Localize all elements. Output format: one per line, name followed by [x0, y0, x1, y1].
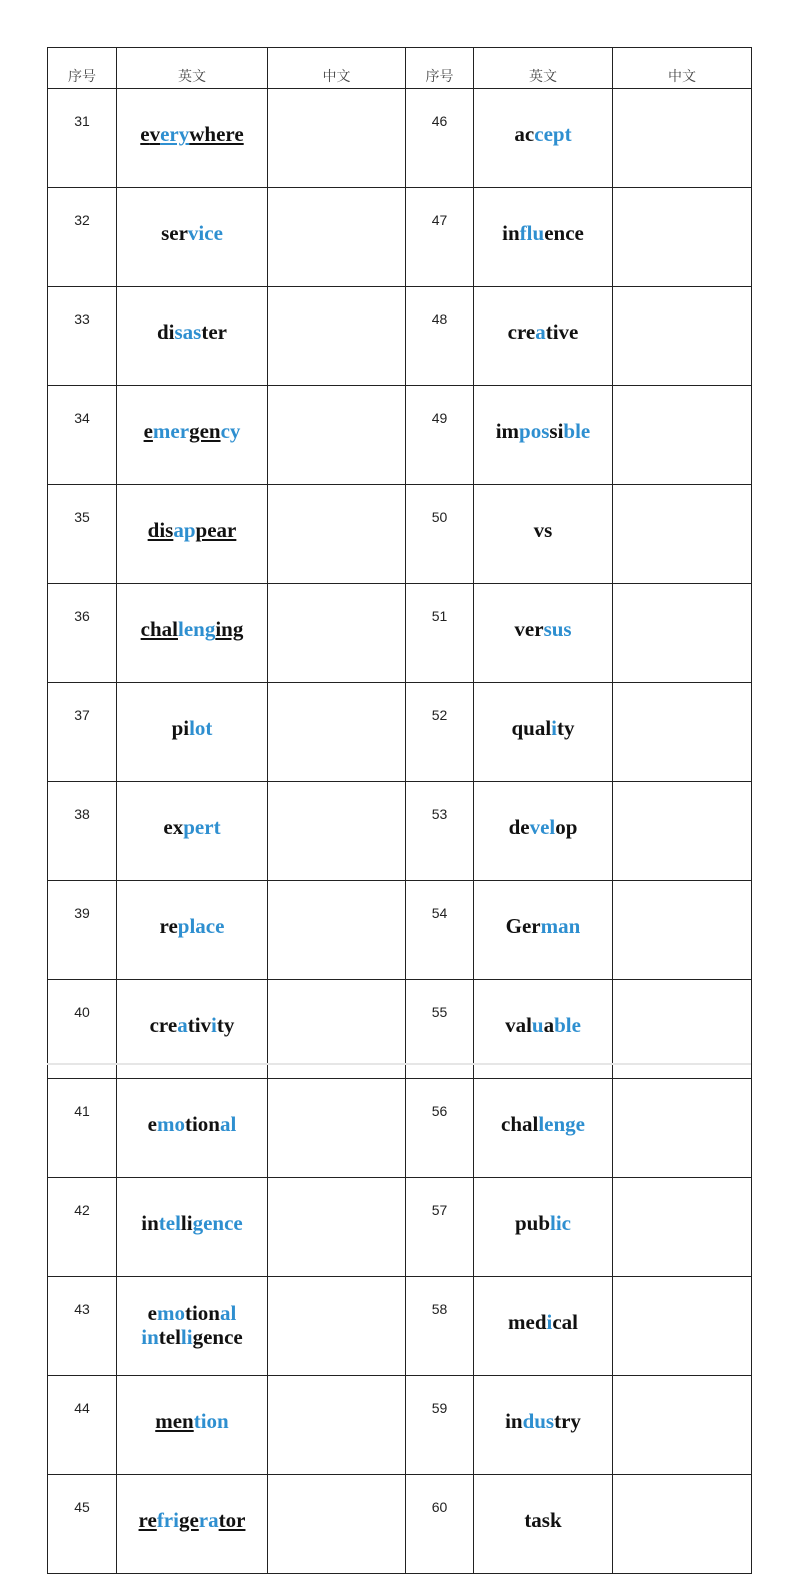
word-segment: cal — [552, 1310, 578, 1334]
word-segment: in — [141, 1211, 159, 1235]
word-segment: cept — [534, 122, 572, 146]
word-segment: im — [495, 419, 520, 443]
word-segment: gen — [189, 419, 221, 443]
chinese-answer-cell-right[interactable] — [613, 287, 752, 386]
word-segment: a — [535, 320, 546, 344]
word-segment: pear — [195, 518, 237, 542]
table-row — [48, 1178, 752, 1277]
word-segment: mo — [156, 1301, 185, 1325]
row-number-right: 60 — [406, 1475, 474, 1574]
table-row — [48, 287, 752, 386]
row-number-right: 49 — [406, 386, 474, 485]
header-number-right: 序号 — [406, 48, 474, 89]
chinese-answer-cell-left[interactable] — [268, 1376, 406, 1475]
header-number-left: 序号 — [48, 48, 117, 89]
chinese-answer-cell-right[interactable] — [613, 881, 752, 980]
word-segment: i — [211, 1013, 217, 1037]
row-number-left: 35 — [48, 485, 117, 584]
chinese-answer-cell-right[interactable] — [613, 386, 752, 485]
word-segment: dis — [147, 518, 174, 542]
word-segment: ex — [163, 815, 184, 839]
row-number-right: 57 — [406, 1178, 474, 1277]
row-number-left: 34 — [48, 386, 117, 485]
word-segment: e — [140, 122, 150, 146]
english-word-right — [474, 881, 613, 980]
english-word-right — [474, 1079, 613, 1178]
vocabulary-table — [47, 47, 752, 1574]
chinese-answer-cell-right[interactable] — [613, 89, 752, 188]
word-segment: tel — [158, 1325, 181, 1349]
word-segment: v — [149, 122, 161, 146]
english-word-left — [117, 1475, 268, 1574]
row-number-left: 41 — [48, 1079, 117, 1178]
table-row — [48, 1079, 752, 1178]
english-word-right — [474, 386, 613, 485]
word-segment: Ger — [505, 914, 541, 938]
word-segment: dus — [522, 1409, 555, 1433]
word-segment: li — [180, 1325, 193, 1349]
row-number-right: 59 — [406, 1376, 474, 1475]
row-number-left: 44 — [48, 1376, 117, 1475]
english-word-left — [117, 881, 268, 980]
word-segment: vice — [187, 221, 223, 245]
word-segment: man — [540, 914, 581, 938]
word-segment: ery — [160, 122, 190, 146]
chinese-answer-cell-right[interactable] — [613, 485, 752, 584]
english-word-left — [117, 584, 268, 683]
word-segment: i — [546, 1310, 553, 1334]
word-segment: pos — [519, 419, 550, 443]
chinese-answer-cell-right[interactable] — [613, 584, 752, 683]
table-row — [48, 188, 752, 287]
word-segment: pi — [171, 716, 190, 740]
word-segment: ence — [544, 221, 584, 245]
chinese-answer-cell-left[interactable] — [268, 584, 406, 683]
header-chinese-left: 中文 — [268, 48, 406, 89]
word-segment: tion — [184, 1112, 220, 1136]
word-segment: de — [508, 815, 530, 839]
english-word-left — [117, 188, 268, 287]
english-word-right — [474, 485, 613, 584]
row-number-left: 43 — [48, 1277, 117, 1376]
word-segment: pert — [183, 815, 221, 839]
english-word-left — [117, 485, 268, 584]
word-segment: task — [524, 1508, 562, 1532]
word-segment: where — [189, 122, 244, 146]
english-word-left — [117, 782, 268, 881]
english-word-left — [117, 287, 268, 386]
word-segment: a — [543, 1013, 555, 1037]
word-segment: chal — [501, 1112, 539, 1136]
english-word-left — [117, 1178, 268, 1277]
word-segment: qual — [511, 716, 552, 740]
vocabulary-body — [48, 89, 752, 1574]
word-segment: cy — [220, 419, 241, 443]
chinese-answer-cell-left[interactable] — [268, 881, 406, 980]
english-word-right — [474, 782, 613, 881]
word-segment: u — [531, 1013, 544, 1037]
word-segment: ter — [201, 320, 227, 344]
row-number-left: 38 — [48, 782, 117, 881]
english-word-right — [474, 683, 613, 782]
chinese-answer-cell-left[interactable] — [268, 1475, 406, 1574]
word-segment: try — [554, 1409, 581, 1433]
word-segment: tiv — [187, 1013, 212, 1037]
row-number-right: 52 — [406, 683, 474, 782]
chinese-answer-cell-right[interactable] — [613, 683, 752, 782]
word-segment: ser — [161, 221, 188, 245]
word-segment: lenge — [538, 1112, 585, 1136]
chinese-answer-cell-left[interactable] — [268, 1079, 406, 1178]
header-english-right: 英文 — [474, 48, 613, 89]
header-chinese-right: 中文 — [613, 48, 752, 89]
word-segment: ble — [554, 1013, 581, 1037]
word-segment: ty — [557, 716, 575, 740]
word-segment: e — [147, 1112, 157, 1136]
english-word-left — [117, 683, 268, 782]
english-word-right — [474, 287, 613, 386]
chinese-answer-cell-left[interactable] — [268, 683, 406, 782]
english-word-right — [474, 89, 613, 188]
row-number-right: 48 — [406, 287, 474, 386]
word-segment: li — [180, 1211, 193, 1235]
word-segment: lic — [550, 1211, 572, 1235]
english-word-right — [474, 1475, 613, 1574]
word-segment: med — [508, 1310, 547, 1334]
row-number-left: 42 — [48, 1178, 117, 1277]
row-number-right: 51 — [406, 584, 474, 683]
table-row — [48, 1277, 752, 1376]
word-segment: e — [147, 1301, 157, 1325]
word-segment: vs — [533, 518, 553, 542]
chinese-answer-cell-right[interactable] — [613, 1079, 752, 1178]
chinese-answer-cell-left[interactable] — [268, 782, 406, 881]
word-segment: leng — [177, 617, 216, 641]
chinese-answer-cell-left[interactable] — [268, 485, 406, 584]
word-segment: al — [220, 1112, 237, 1136]
word-segment: ing — [215, 617, 244, 641]
row-number-right: 54 — [406, 881, 474, 980]
word-segment: ble — [563, 419, 591, 443]
chinese-answer-cell-right[interactable] — [613, 188, 752, 287]
row-number-left: 40 — [48, 980, 117, 1079]
row-number-left: 36 — [48, 584, 117, 683]
word-segment: place — [177, 914, 225, 938]
word-segment: lot — [189, 716, 213, 740]
word-segment: tion — [184, 1301, 220, 1325]
english-word-left — [117, 1079, 268, 1178]
header-english-left: 英文 — [117, 48, 268, 89]
word-segment: tion — [193, 1409, 229, 1433]
word-segment: re — [138, 1508, 157, 1532]
word-segment: op — [555, 815, 578, 839]
english-word-right — [474, 1277, 613, 1376]
word-segment: tel — [158, 1211, 181, 1235]
word-segment: ac — [514, 122, 535, 146]
word-segment: in — [505, 1409, 523, 1433]
row-number-left: 31 — [48, 89, 117, 188]
word-segment: tor — [218, 1508, 246, 1532]
table-row — [48, 1376, 752, 1475]
word-segment: a — [177, 1013, 188, 1037]
english-word-right — [474, 1178, 613, 1277]
chinese-answer-cell-right[interactable] — [613, 1277, 752, 1376]
row-number-right: 53 — [406, 782, 474, 881]
chinese-answer-cell-left[interactable] — [268, 1178, 406, 1277]
row-number-left: 32 — [48, 188, 117, 287]
row-number-left: 39 — [48, 881, 117, 980]
word-segment: tive — [545, 320, 579, 344]
row-number-left: 45 — [48, 1475, 117, 1574]
word-segment: ge — [178, 1508, 199, 1532]
word-segment: al — [220, 1301, 237, 1325]
page-bottom-rule — [47, 1063, 751, 1065]
word-segment: in — [141, 1325, 159, 1349]
row-number-right: 58 — [406, 1277, 474, 1376]
chinese-answer-cell-left[interactable] — [268, 188, 406, 287]
word-segment: pub — [514, 1211, 551, 1235]
row-number-right: 50 — [406, 485, 474, 584]
word-segment: re — [159, 914, 178, 938]
table-row — [48, 782, 752, 881]
word-segment: mo — [156, 1112, 185, 1136]
word-segment: cre — [149, 1013, 178, 1037]
table-row — [48, 386, 752, 485]
table-row — [48, 485, 752, 584]
word-segment: di — [156, 320, 175, 344]
word-segment: vel — [529, 815, 556, 839]
word-segment: in — [502, 221, 520, 245]
chinese-answer-cell-right[interactable] — [613, 1376, 752, 1475]
table-row — [48, 1475, 752, 1574]
word-segment: fri — [156, 1508, 179, 1532]
english-word-left — [117, 386, 268, 485]
word-segment: ap — [173, 518, 196, 542]
word-segment: mer — [152, 419, 190, 443]
word-segment: cre — [507, 320, 536, 344]
word-segment: gence — [192, 1211, 243, 1235]
word-segment: flu — [519, 221, 545, 245]
english-word-left — [117, 1277, 268, 1376]
row-number-right: 56 — [406, 1079, 474, 1178]
header-row — [48, 48, 752, 89]
row-number-right: 46 — [406, 89, 474, 188]
row-number-right: 55 — [406, 980, 474, 1079]
word-segment: e — [143, 419, 153, 443]
table-row — [48, 881, 752, 980]
word-segment: sas — [174, 320, 202, 344]
english-word-left — [117, 1376, 268, 1475]
word-segment: men — [155, 1409, 194, 1433]
word-segment: ra — [198, 1508, 219, 1532]
word-segment: chal — [140, 617, 178, 641]
word-segment: ty — [216, 1013, 235, 1037]
chinese-answer-cell-right[interactable] — [613, 1475, 752, 1574]
row-number-left: 33 — [48, 287, 117, 386]
chinese-answer-cell-right[interactable] — [613, 1178, 752, 1277]
english-word-right — [474, 188, 613, 287]
word-segment: gence — [192, 1325, 243, 1349]
chinese-answer-cell-left[interactable] — [268, 386, 406, 485]
english-word-right — [474, 584, 613, 683]
row-number-right: 47 — [406, 188, 474, 287]
row-number-left: 37 — [48, 683, 117, 782]
english-word-left — [117, 89, 268, 188]
chinese-answer-cell-left[interactable] — [268, 287, 406, 386]
word-segment: val — [505, 1013, 532, 1037]
word-segment: sus — [543, 617, 572, 641]
word-segment: i — [551, 716, 558, 740]
chinese-answer-cell-left[interactable] — [268, 89, 406, 188]
word-segment: si — [549, 419, 564, 443]
table-row — [48, 683, 752, 782]
chinese-answer-cell-right[interactable] — [613, 782, 752, 881]
table-row — [48, 89, 752, 188]
english-word-right — [474, 1376, 613, 1475]
word-segment: ver — [514, 617, 544, 641]
table-row — [48, 584, 752, 683]
chinese-answer-cell-left[interactable] — [268, 1277, 406, 1376]
